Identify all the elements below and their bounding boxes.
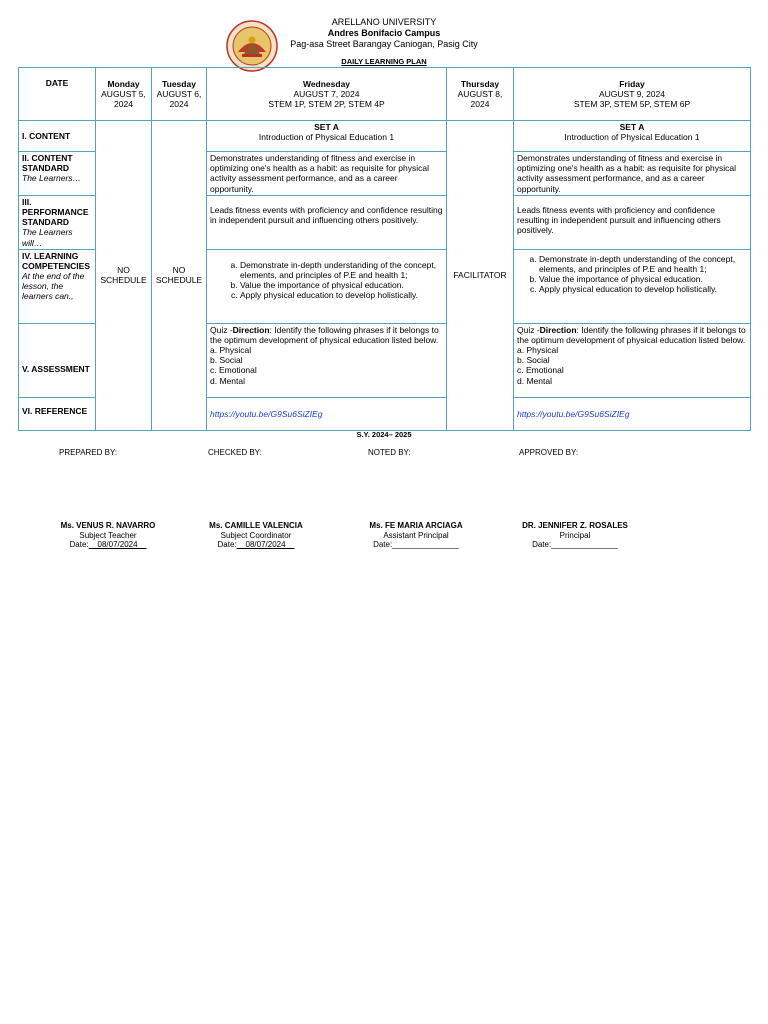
friday-reference xyxy=(514,397,751,430)
list-item: c. Apply physical education to develop holistically. xyxy=(539,284,747,294)
list-item: c. Apply physical education to develop holistically. xyxy=(240,290,443,300)
friday-label: Friday xyxy=(619,78,645,89)
thursday-facilitator: FACILITATOR xyxy=(447,121,514,431)
prepared-date: Date: 08/07/2024 xyxy=(69,540,138,550)
direction-text: : Identify the following phrases if it belongs to the optimum development of physical education listed below. xyxy=(210,324,439,345)
option-item: a. Physical xyxy=(210,345,252,356)
competency-list xyxy=(210,260,443,301)
university-seal-icon xyxy=(226,20,278,72)
quiz-prefix: Quiz - xyxy=(210,324,233,335)
friday-reference-link[interactable]: https://youtu.be/G9Su6SiZIEg xyxy=(517,408,630,419)
noted-signatory xyxy=(360,521,472,550)
tuesday-no-schedule: NO SCHEDULE xyxy=(152,121,207,431)
plan-title: DAILY LEARNING PLAN xyxy=(341,57,427,66)
wednesday-date: AUGUST 7, 2024 xyxy=(293,88,360,99)
tuesday-header xyxy=(152,68,207,121)
friday-competencies xyxy=(514,249,751,323)
competencies-label: IV. LEARNING COMPETENCIES At the end of the lesson, the learners can., xyxy=(19,249,96,323)
list-item: a. Demonstrate in-depth understanding of the concept, elements, and principles of P.E and health 1; xyxy=(539,254,747,274)
approved-signatory xyxy=(511,521,639,550)
checked-date: Date: 08/07/2024 xyxy=(217,540,286,550)
monday-header xyxy=(96,68,152,121)
wednesday-reference xyxy=(207,397,447,430)
friday-assessment xyxy=(514,323,751,397)
friday-set: SET A xyxy=(619,122,645,132)
wednesday-set: SET A xyxy=(314,122,339,132)
document-header xyxy=(0,0,768,68)
thursday-label: Thursday xyxy=(460,78,500,89)
list-item: b. Value the importance of physical education. xyxy=(240,280,443,290)
approved-date: Date:_______________ xyxy=(532,540,618,550)
direction-label: Direction xyxy=(539,324,577,335)
checked-label: CHECKED BY: xyxy=(208,448,262,457)
friday-topic: Introduction of Physical Education 1 xyxy=(564,132,700,143)
content-label: I. CONTENT xyxy=(19,121,96,152)
option-item: c. Emotional xyxy=(517,365,564,376)
header-row xyxy=(19,68,751,121)
monday-no-schedule: NO SCHEDULE xyxy=(96,121,152,431)
university-name: ARELLANO UNIVERSITY xyxy=(331,17,437,27)
wednesday-content-standard: Demonstrates understanding of fitness and exercise in optimizing one's health as a habit: as requisite for physical activity assessment performance, and as a career opportunity. xyxy=(207,152,447,196)
wednesday-content xyxy=(207,121,447,152)
thursday-date: AUGUST 8, 2024 xyxy=(457,88,503,110)
friday-content xyxy=(514,121,751,152)
friday-date: AUGUST 9, 2024 xyxy=(599,88,665,99)
friday-header xyxy=(514,68,751,121)
assessment-label: V. ASSESSMENT xyxy=(19,323,96,397)
option-item: b. Social xyxy=(517,355,550,366)
thursday-header xyxy=(447,68,514,121)
campus-name: Andres Bonifacio Campus xyxy=(327,28,441,38)
direction-label: Direction xyxy=(232,324,270,335)
campus-address: Pag-asa Street Barangay Caniogan, Pasig City xyxy=(290,39,478,49)
date-header: DATE xyxy=(19,68,96,121)
learning-plan-table xyxy=(18,67,751,431)
school-year: S.Y. 2024– 2025 xyxy=(356,430,412,439)
option-item: c. Emotional xyxy=(210,365,257,376)
wednesday-sections: STEM 1P, STEM 2P, STEM 4P xyxy=(268,99,385,110)
quiz-prefix: Quiz - xyxy=(517,324,540,335)
prepared-role: Subject Teacher xyxy=(79,530,137,540)
noted-date: Date:_______________ xyxy=(373,540,459,550)
approved-role: Principal xyxy=(559,530,591,540)
tuesday-label: Tuesday xyxy=(162,78,196,89)
noted-role: Assistant Principal xyxy=(383,530,449,540)
wednesday-assessment xyxy=(207,323,447,397)
list-item: b. Value the importance of physical education. xyxy=(539,274,747,284)
performance-standard-label: III. PERFORMANCE STANDARD The Learners will… xyxy=(19,195,96,249)
competency-list xyxy=(517,254,747,295)
header-text xyxy=(280,17,488,50)
noted-label: NOTED BY: xyxy=(368,448,411,457)
wednesday-competencies xyxy=(207,249,447,323)
monday-date: AUGUST 5, 2024 xyxy=(101,88,146,110)
prepared-label: PREPARED BY: xyxy=(59,448,118,457)
option-item: a. Physical xyxy=(517,345,559,356)
approved-label: APPROVED BY: xyxy=(519,448,579,457)
checked-name: Ms. CAMILLE VALENCIA xyxy=(209,521,303,530)
wednesday-topic: Introduction of Physical Education 1 xyxy=(258,132,395,143)
monday-label: Monday xyxy=(107,78,140,89)
noted-name: Ms. FE MARIA ARCIAGA xyxy=(369,521,463,530)
wednesday-performance-standard: Leads fitness events with proficiency and confidence resulting in independent pursuit and influencing others positively. xyxy=(207,195,447,249)
content-standard-label: II. CONTENT STANDARD The Learners… xyxy=(19,152,96,196)
tuesday-date: AUGUST 6, 2024 xyxy=(156,88,202,110)
wednesday-label: Wednesday xyxy=(302,78,351,89)
prepared-signatory xyxy=(52,521,164,550)
approved-name: DR. JENNIFER Z. ROSALES xyxy=(522,521,628,530)
option-item: b. Social xyxy=(210,355,243,366)
checked-role: Subject Coordinator xyxy=(220,530,292,540)
list-item: a. Demonstrate in-depth understanding of the concept, elements, and principles of P.E and health 1; xyxy=(240,260,443,280)
wednesday-reference-link[interactable]: https://youtu.be/G9Su6SiZIEg xyxy=(210,408,323,419)
reference-label: VI. REFERENCE xyxy=(19,397,96,430)
direction-text: : Identify the following phrases if it belongs to the optimum development of physical education listed below. xyxy=(517,324,746,345)
wednesday-header xyxy=(207,68,447,121)
option-item: d. Mental xyxy=(210,375,245,386)
checked-signatory xyxy=(200,521,312,550)
friday-sections: STEM 3P, STEM 5P, STEM 6P xyxy=(573,99,691,110)
option-item: d. Mental xyxy=(517,375,552,386)
friday-content-standard: Demonstrates understanding of fitness and exercise in optimizing one's health as a habit: as requisite for physical activity assessment performance, and as a career opportunity. xyxy=(514,152,751,196)
prepared-name: Ms. VENUS R. NAVARRO xyxy=(60,521,156,530)
friday-performance-standard: Leads fitness events with proficiency and confidence resulting in independent pursuit and influencing others positively. xyxy=(514,195,751,249)
content-row xyxy=(19,121,751,152)
